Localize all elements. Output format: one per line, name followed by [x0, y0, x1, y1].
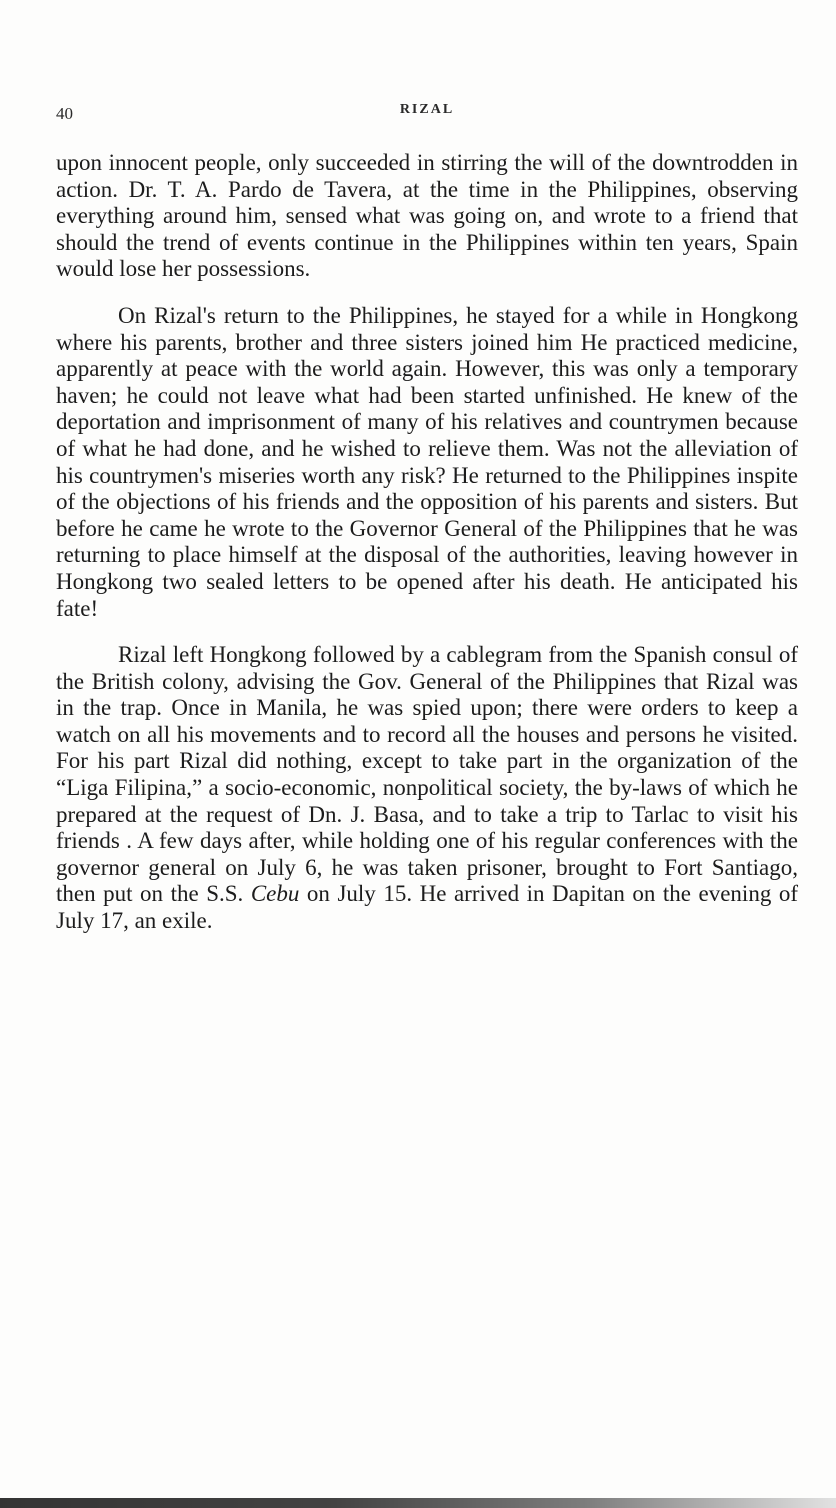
paragraph-3-part-2: on July 15. He arrived in Dapitan on the evening of July 17, an exile. [56, 881, 799, 934]
paragraph-2: On Rizal's return to the Philippines, he stayed for a while in Hongkong where his parents, brother and three sisters joined him He practiced medicine, apparently at peace with the world again. However, this was only a temporary haven; he could not leave what had been started unfinished. He knew of the deportation and imprisonment of many of his relatives and countrymen because of what he had done, and he wished to relieve them. Was not the alleviation of his countrymen's miseries worth any risk? He returned to the Philippines inspite of the objections of his friends and the opposition of his parents and sisters. But before he came he wrote to the Governor General of the Philippines that he was returning to place himself at the disposal of the authorities, leaving however in Hongkong two sealed letters to be opened after his death. He anticipated his fate! [56, 302, 798, 621]
ship-name: Cebu [250, 881, 300, 907]
scan-edge-shadow [0, 1498, 836, 1508]
running-title: RIZAL [399, 102, 455, 117]
paragraph-3-part-1: Rizal left Hongkong followed by a cablegram from the Spanish consul of the British colony, advising the Gov. General of the Philippines that Rizal was in the trap. Once in Manila, he was spied upon; there were orders to keep a watch on all his movements and to record all the houses and persons he visited. For his part Rizal did nothing, except to take part in the organization of the “Liga Filipina,” a socio-economic, nonpolitical society, the by-laws of which he prepared at the request of Dn. J. Basa, and to take a trip to Tarlac to visit his friends . A few days after, while holding one of his regular conferences with the governor general on July 6, he was taken prisoner, brought to Fort Santiago, then put on the S.S. [56, 642, 798, 907]
paragraph-3 [56, 642, 798, 935]
page-number: 40 [56, 104, 73, 123]
running-head [56, 96, 798, 123]
paragraph-1: upon innocent people, only succeeded in stirring the will of the downtrodden in action. Dr. T. A. Pardo de Tavera, at the time in the Philippines, observing everything around him, sensed what was going on, and wrote to a friend that should the trend of events continue in the Philippines within ten years, Spain would lose her possessions. [56, 150, 798, 282]
body-text [56, 150, 798, 935]
